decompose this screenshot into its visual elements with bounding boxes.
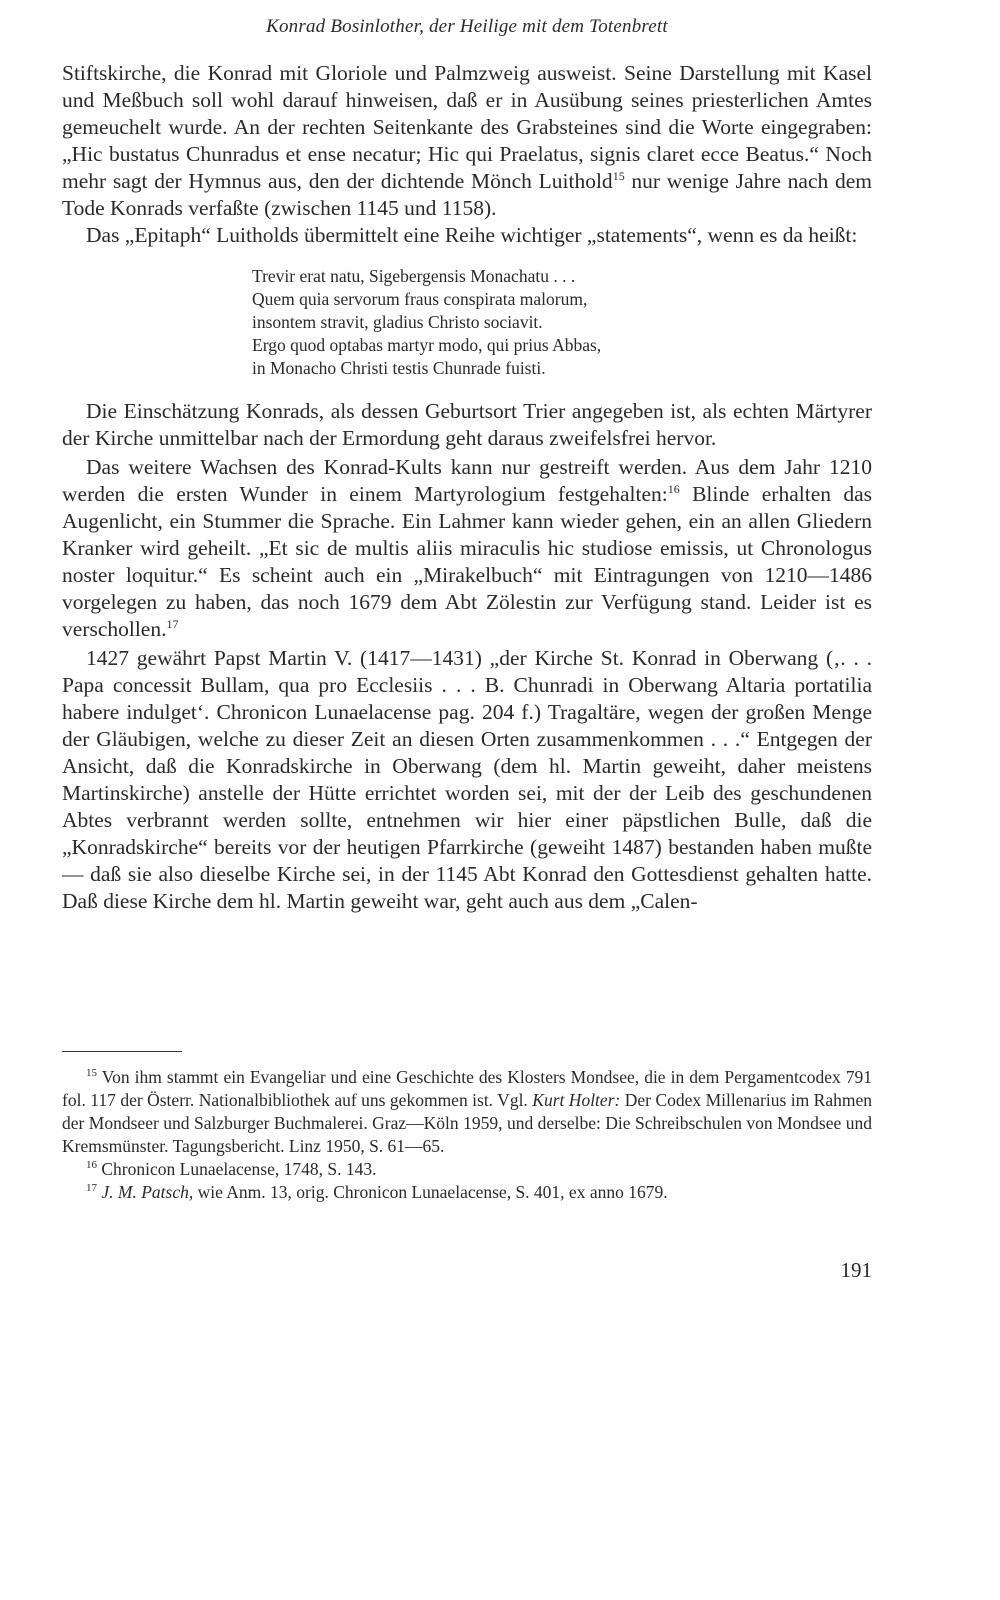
epitaph-verse xyxy=(252,265,872,380)
footnote-divider xyxy=(62,1051,182,1052)
paragraph-4 xyxy=(62,454,872,643)
paragraph-4-text-mid: Blinde erhalten das Augenlicht, ein Stummer die Sprache. Ein Lahmer kann wieder gehen, ein an allen Gliedern Kranker wird geheilt. „Et sic de multis aliis miraculis hic studiose emissis, ut Chronologus noster loquitur.“ Es scheint auch ein „Mirakelbuch“ mit Eintragungen von 1210—1486 vorgelegen zu haben, das noch 1679 dem Abt Zölestin zur Verfügung stand. Leider ist es verschollen. xyxy=(62,482,872,641)
footnote-ref-17: 17 xyxy=(166,616,179,631)
verse-line: in Monacho Christi testis Chunrade fuisti. xyxy=(252,358,546,378)
paragraph-1-text-end: nur wenige Jahre nach dem Tode Konrads verfaßte (zwischen 1145 und 1158). xyxy=(62,169,872,220)
paragraph-1-text: Stiftskirche, die Konrad mit Gloriole und Palmzweig ausweist. Seine Darstellung mit Kasel und Meßbuch soll wohl darauf hinweisen, daß er in Ausübung seines priesterlichen Amtes gemeuchelt wurde. An der rechten Seitenkante des Grabsteines sind die Worte eingegraben: „Hic bustatus Chunradus et ense necatur; Hic qui Praelatus, signis claret ecce Beatus.“ Noch mehr sagt der Hymnus aus, den der dichtende Mönch Luithold xyxy=(62,61,872,193)
footnotes xyxy=(62,1066,872,1204)
footnote-author: Kurt Holter: xyxy=(532,1090,621,1110)
footnote-number: 16 xyxy=(86,1159,97,1172)
footnote-number: 15 xyxy=(86,1067,97,1080)
verse-line: Ergo quod optabas martyr modo, qui prius Abbas, xyxy=(252,335,602,355)
paragraph-4-text: Das weitere Wachsen des Konrad-Kults kann nur gestreift werden. Aus dem Jahr 1210 werden die ersten Wunder in einem Martyrologium festgehalten: xyxy=(62,455,872,506)
footnote-author: J. M. Patsch, xyxy=(101,1182,194,1202)
footnote-16 xyxy=(62,1158,872,1181)
footnote-ref-16: 16 xyxy=(667,481,680,496)
verse-line: Quem quia servorum fraus conspirata malorum, xyxy=(252,289,588,309)
verse-line: Trevir erat natu, Sigebergensis Monachatu . . . xyxy=(252,266,576,286)
paragraph-3: Die Einschätzung Konrads, als dessen Geburtsort Trier angegeben ist, als echten Märtyrer der Kirche unmittelbar nach der Ermordung geht daraus zweifelsfrei hervor. xyxy=(62,399,872,450)
page-number: 191 xyxy=(840,1258,872,1282)
footnote-text: Der Codex Millenarius im Rahmen der Mondseer und Salzburger Buchmalerei. Graz—Köln 1959, und derselbe: Die Schreibschulen von Mondsee und Kremsmünster. Tagungsbericht. Linz 1950, S. 61—65. xyxy=(62,1090,872,1156)
verse-line: insontem stravit, gladius Christo sociavit. xyxy=(252,312,543,332)
footnote-text: wie Anm. 13, orig. Chronicon Lunaelacense, S. 401, ex anno 1679. xyxy=(193,1182,668,1202)
paragraph-1 xyxy=(62,60,872,222)
footnote-text: Von ihm stammt ein Evangeliar und eine Geschichte des Klosters Mondsee, die in dem Pergamentcodex 791 fol. 117 der Österr. Nationalbibliothek auf uns gekommen ist. Vgl. xyxy=(62,1067,872,1110)
main-text xyxy=(62,60,872,915)
footnote-15 xyxy=(62,1066,872,1158)
running-head: Konrad Bosinlother, der Heilige mit dem Totenbrett xyxy=(266,16,668,37)
footnote-17 xyxy=(62,1181,872,1204)
paragraph-5: 1427 gewährt Papst Martin V. (1417—1431) „der Kirche St. Konrad in Oberwang (‚. . . Papa concessit Bullam, qua pro Ecclesiis . . . B. Chunradi in Oberwang Altaria portatilia habere indulget‘. Chronicon Lunaelacense pag. 204 f.) Tragaltäre, wegen der großen Menge der Gläubigen, welche zu dieser Zeit an diesen Orten zusammenkommen . . .“ Entgegen der Ansicht, daß die Konradskirche in Oberwang (dem hl. Martin geweiht, daher meistens Martinskirche) anstelle der Hütte errichtet worden sei, mit der der Leib des geschundenen Abtes verbrannt werden sollte, entnehmen wir hier einer päpstlichen Bulle, daß die „Konradskirche“ bereits vor der heutigen Pfarrkirche (geweiht 1487) bestanden haben mußte — daß sie also dieselbe Kirche sei, in der 1145 Abt Konrad den Gottesdienst gehalten hatte. Daß diese Kirche dem hl. Martin geweiht war, geht auch aus dem „Calen- xyxy=(62,646,872,913)
footnote-number: 17 xyxy=(86,1182,97,1195)
paragraph-2: Das „Epitaph“ Luitholds übermittelt eine Reihe wichtiger „statements“, wenn es da heißt: xyxy=(86,223,858,247)
footnote-ref-15: 15 xyxy=(612,168,625,183)
footnote-text: Chronicon Lunaelacense, 1748, S. 143. xyxy=(97,1159,377,1179)
